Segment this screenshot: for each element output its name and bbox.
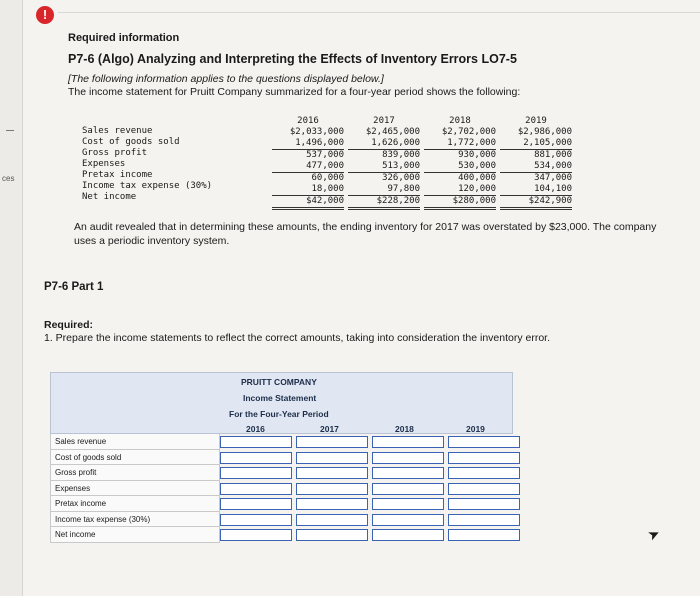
answer-input-cell[interactable] <box>372 498 444 510</box>
answer-input-cell[interactable] <box>448 529 520 541</box>
value-cell: 400,000 <box>458 173 496 183</box>
value-cell: 18,000 <box>272 184 344 196</box>
value-cell: $280,000 <box>424 196 496 210</box>
answer-input-cell[interactable] <box>296 514 368 526</box>
row-label: Income tax expense (30%) <box>82 181 213 191</box>
statement-name: Income Statement <box>243 393 317 403</box>
answer-input-cell[interactable] <box>220 452 292 464</box>
column-header-2017: 2017 <box>320 424 339 434</box>
value-cell: $242,900 <box>500 196 572 210</box>
required-text: 1. Prepare the income statements to reflect the correct amounts, taking into consideration the inventory error. <box>44 332 551 344</box>
value-cell: 104,100 <box>500 184 572 196</box>
income-row-labels <box>82 126 212 203</box>
answer-input-cell[interactable] <box>296 483 368 495</box>
answer-input-cell[interactable] <box>220 467 292 479</box>
answer-input-cell[interactable] <box>296 467 368 479</box>
value-cell: 513,000 <box>348 161 420 173</box>
answer-input-cell[interactable] <box>220 498 292 510</box>
year-header: 2016 <box>297 116 319 126</box>
value-cell: $2,465,000 <box>365 127 420 137</box>
value-cell: $2,702,000 <box>441 127 496 137</box>
answer-input-cell[interactable] <box>220 483 292 495</box>
year-column-2016 <box>272 116 344 210</box>
left-panel-fragment: ces <box>2 174 15 183</box>
year-column-2019 <box>500 116 572 210</box>
answer-input-cell[interactable] <box>448 452 520 464</box>
worksheet-row-label: Cost of goods sold <box>50 450 220 466</box>
answer-input-cell[interactable] <box>372 452 444 464</box>
row-label: Cost of goods sold <box>82 137 180 147</box>
required-label: Required: <box>44 319 94 331</box>
value-cell: $42,000 <box>272 196 344 210</box>
value-cell: 97,800 <box>348 184 420 196</box>
part-heading: P7-6 Part 1 <box>44 281 104 293</box>
worksheet-row-label: Gross profit <box>50 465 220 481</box>
answer-input-cell[interactable] <box>372 436 444 448</box>
statement-period: For the Four-Year Period <box>229 409 329 419</box>
answer-input-cell[interactable] <box>220 514 292 526</box>
answer-input-cell[interactable] <box>448 514 520 526</box>
answer-input-cell[interactable] <box>296 452 368 464</box>
value-cell: 537,000 <box>306 150 344 160</box>
value-cell: 347,000 <box>534 173 572 183</box>
year-header: 2018 <box>449 116 471 126</box>
audit-note: An audit revealed that in determining these amounts, the ending inventory for 2017 was overstated by $23,000. The company uses a periodic inventory system. <box>74 221 657 247</box>
worksheet-row-label: Expenses <box>50 481 220 497</box>
cursor-pointer-icon: ➤ <box>644 524 663 544</box>
value-cell: $2,986,000 <box>517 127 572 137</box>
answer-input-cell[interactable] <box>448 483 520 495</box>
value-cell: 60,000 <box>311 173 344 183</box>
value-cell: $228,200 <box>348 196 420 210</box>
answer-input-cell[interactable] <box>372 529 444 541</box>
column-header-2016: 2016 <box>246 424 265 434</box>
year-column-2018 <box>424 116 496 210</box>
answer-input-cell[interactable] <box>448 498 520 510</box>
row-label: Expenses <box>82 159 126 169</box>
value-cell: $2,033,000 <box>289 127 344 137</box>
answer-input-cell[interactable] <box>296 436 368 448</box>
divider <box>58 12 700 13</box>
year-header: 2017 <box>373 116 395 126</box>
required-info-heading: Required information <box>68 32 180 44</box>
income-statement-worksheet <box>50 372 513 550</box>
column-header-2019: 2019 <box>466 424 485 434</box>
worksheet-header <box>50 372 513 434</box>
left-panel-edge <box>0 0 23 596</box>
value-cell: 2,105,000 <box>500 138 572 150</box>
answer-input-cell[interactable] <box>372 483 444 495</box>
column-header-2018: 2018 <box>395 424 414 434</box>
value-cell: 326,000 <box>382 173 420 183</box>
row-label: Net income <box>82 192 137 202</box>
value-cell: 881,000 <box>534 150 572 160</box>
worksheet-row-labels <box>50 434 220 543</box>
edge-tick <box>6 130 14 131</box>
year-column-2017 <box>348 116 420 210</box>
row-label: Sales revenue <box>82 126 153 136</box>
worksheet-row-label: Net income <box>50 527 220 543</box>
value-cell: 839,000 <box>382 150 420 160</box>
value-cell: 930,000 <box>458 150 496 160</box>
row-label: Pretax income <box>82 170 153 180</box>
instruction-note: [The following information applies to the questions displayed below.] <box>68 73 384 85</box>
value-cell: 120,000 <box>424 184 496 196</box>
company-name: PRUITT COMPANY <box>241 377 317 387</box>
answer-input-cell[interactable] <box>372 514 444 526</box>
answer-input-cell[interactable] <box>296 498 368 510</box>
problem-title: P7-6 (Algo) Analyzing and Interpreting the Effects of Inventory Errors LO7-5 <box>68 52 517 66</box>
answer-input-cell[interactable] <box>220 529 292 541</box>
intro-text: The income statement for Pruitt Company summarized for a four-year period shows the following: <box>68 86 521 98</box>
worksheet-row-label: Sales revenue <box>50 434 220 450</box>
worksheet-row-label: Income tax expense (30%) <box>50 512 220 528</box>
value-cell: 1,496,000 <box>272 138 344 150</box>
value-cell: 1,772,000 <box>424 138 496 150</box>
answer-input-cell[interactable] <box>296 529 368 541</box>
alert-icon: ! <box>36 6 54 24</box>
row-label: Gross profit <box>82 148 148 158</box>
answer-input-cell[interactable] <box>220 436 292 448</box>
answer-input-cell[interactable] <box>448 467 520 479</box>
value-cell: 534,000 <box>500 161 572 173</box>
year-header: 2019 <box>525 116 547 126</box>
value-cell: 477,000 <box>272 161 344 173</box>
value-cell: 530,000 <box>424 161 496 173</box>
worksheet-row-label: Pretax income <box>50 496 220 512</box>
answer-input-cell[interactable] <box>372 467 444 479</box>
value-cell: 1,626,000 <box>348 138 420 150</box>
answer-input-cell[interactable] <box>448 436 520 448</box>
